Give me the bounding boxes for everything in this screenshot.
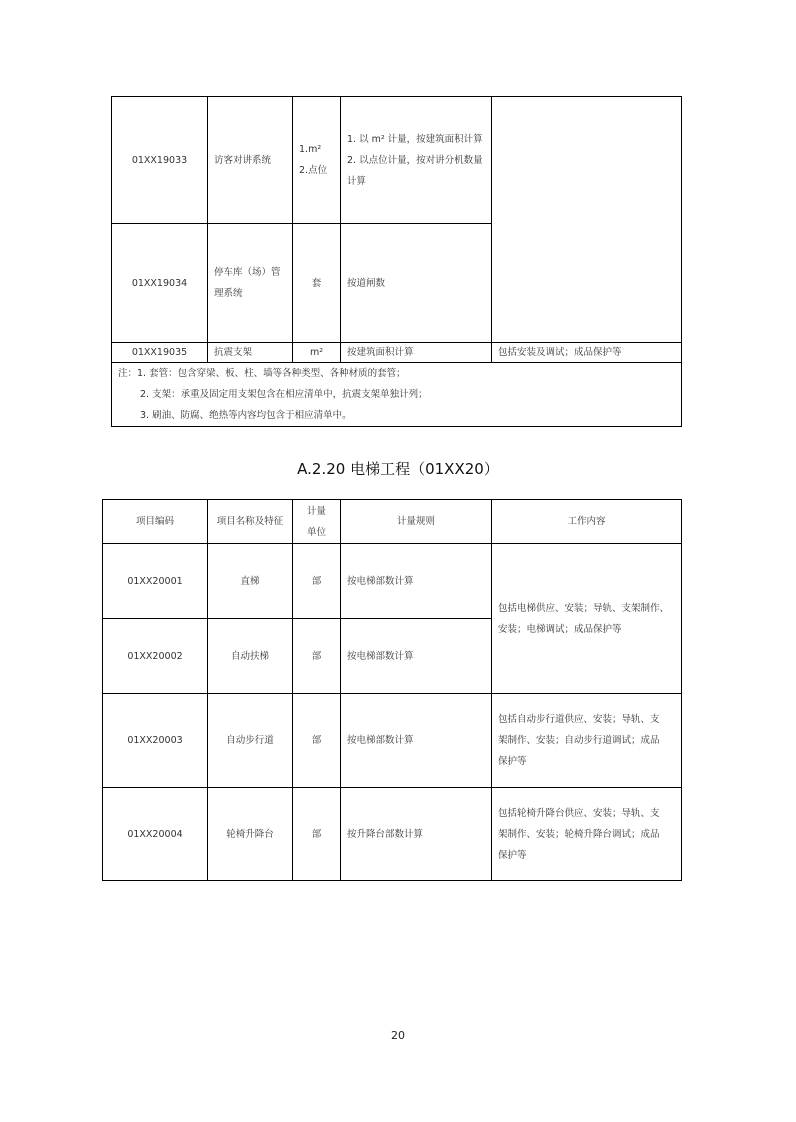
item-work-merged [492,97,682,343]
item-rule: 按升降台部数计算 [341,788,492,881]
rule-line: 计算 [347,175,367,187]
work-line: 保护等 [498,849,527,861]
table-notes [112,363,682,427]
item-code: 01XX19035 [112,343,208,363]
item-code: 01XX20001 [103,544,208,619]
table-row [103,544,682,619]
note-line: 3. 刷油、防腐、绝热等内容均包含于相应清单中。 [140,410,352,421]
work-line: 包括电梯供应、安装；导轨、支架制作、 [498,602,670,614]
item-name: 自动步行道 [208,694,293,788]
item-code: 01XX19033 [112,97,208,224]
item-unit: 部 [293,619,341,694]
table-header-row [103,500,682,544]
item-unit [293,97,341,224]
item-name: 访客对讲系统 [208,97,293,224]
work-line: 安装；电梯调试；成品保护等 [498,623,622,635]
header-unit-line: 单位 [306,526,326,538]
item-name: 抗震支架 [208,343,293,363]
work-line: 架制作、安装；自动步行道调试；成品 [498,735,660,746]
item-unit: 部 [293,544,341,619]
item-rule: 按道闸数 [341,224,492,343]
elevator-table [102,499,682,881]
item-rule [341,97,492,224]
page-number: 20 [391,1029,405,1042]
table-row [112,97,682,224]
item-rule: 按建筑面积计算 [341,343,492,363]
item-rule: 按电梯部数计算 [341,619,492,694]
name-line: 理系统 [214,288,243,299]
note-line: 2. 支架：承重及固定用支架包含在相应清单中，抗震支架单独计列； [140,389,428,400]
item-rule: 按电梯部数计算 [341,694,492,788]
header-code: 项目编码 [103,500,208,544]
rule-line: 1. 以 m² 计量，按建筑面积计算 [347,133,483,145]
item-name: 轮椅升降台 [208,788,293,881]
item-work-merged [492,544,682,694]
header-rule: 计量规则 [341,500,492,544]
item-code: 01XX20003 [103,694,208,788]
item-unit: 部 [293,788,341,881]
header-unit [293,500,341,544]
item-code: 01XX20002 [103,619,208,694]
work-line: 包括轮椅升降台供应、安装；导轨、支 [498,807,660,819]
notes-row [112,363,682,427]
note-line: 注：1. 套管：包含穿梁、板、柱、墙等各种类型、各种材质的套管； [118,368,406,379]
header-name: 项目名称及特征 [208,500,293,544]
work-line: 包括自动步行道供应、安装；导轨、支 [498,714,660,725]
continued-table [111,96,682,427]
item-work [492,788,682,881]
item-unit: m² [293,343,341,363]
name-line: 停车库（场）管 [214,267,281,278]
header-unit-line: 计量 [306,505,326,517]
item-work [492,694,682,788]
table-row [103,788,682,881]
header-work: 工作内容 [492,500,682,544]
work-line: 保护等 [498,756,527,767]
table-row [103,694,682,788]
section-title: A.2.20 电梯工程（01XX20） [297,460,499,478]
item-rule: 按电梯部数计算 [341,544,492,619]
item-work: 包括安装及调试；成品保护等 [492,343,682,363]
item-code: 01XX20004 [103,788,208,881]
item-name: 直梯 [208,544,293,619]
item-name [208,224,293,343]
rule-line: 2. 以点位计量，按对讲分机数量 [347,154,483,166]
work-line: 架制作、安装；轮椅升降台调试；成品 [498,828,660,840]
table-row [112,343,682,363]
item-name: 自动扶梯 [208,619,293,694]
item-unit: 部 [293,694,341,788]
unit-line: 1.m² [299,144,322,155]
unit-line: 2.点位 [299,165,328,176]
item-unit: 套 [293,224,341,343]
item-code: 01XX19034 [112,224,208,343]
